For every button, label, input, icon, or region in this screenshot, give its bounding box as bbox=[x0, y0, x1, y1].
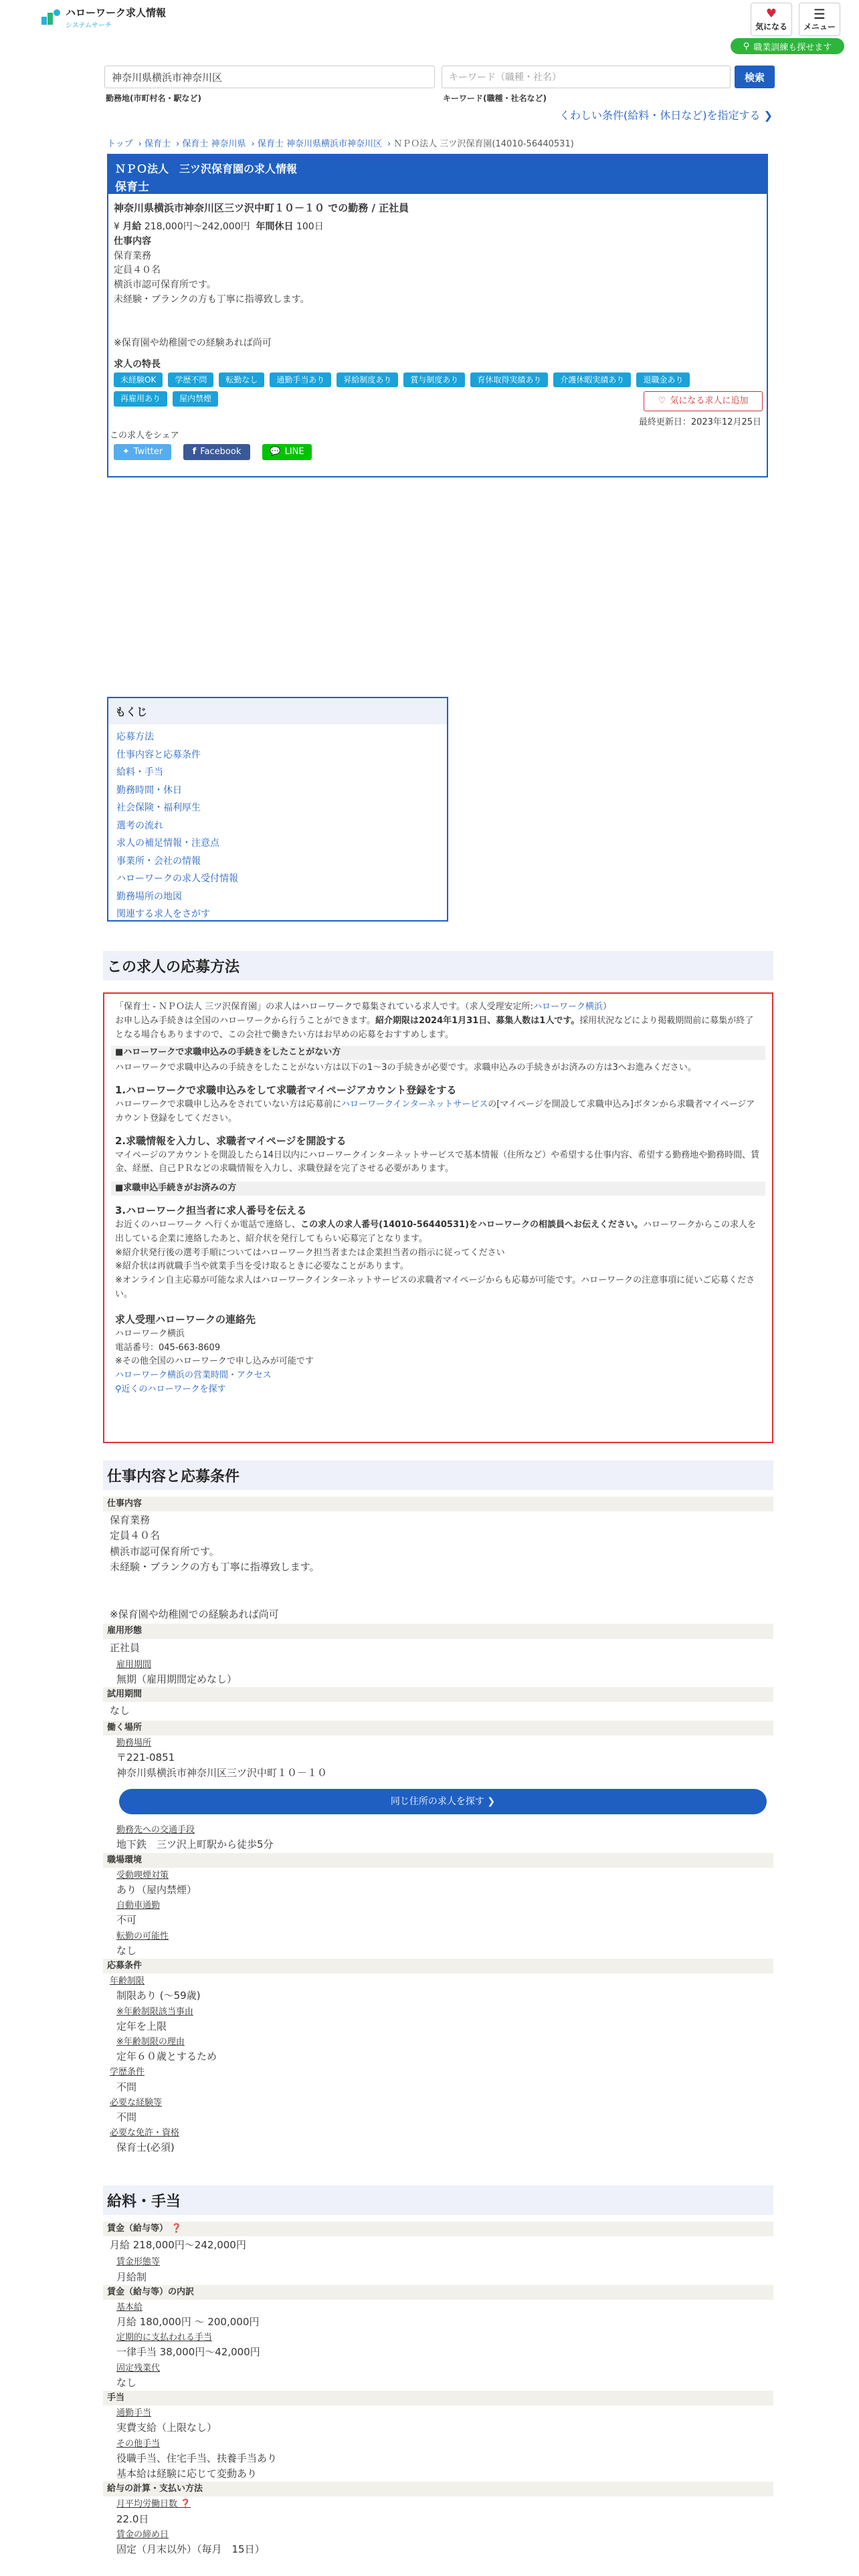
tag: 再雇用あり bbox=[114, 391, 167, 407]
age-why: 定年６０歳とするため bbox=[116, 2050, 217, 2063]
features-label: 求人の特長 bbox=[114, 359, 161, 370]
wage-form-label: 賃金形態等 bbox=[116, 2257, 161, 2268]
twitter-share-button[interactable]: ✦ Twitter bbox=[114, 444, 171, 460]
wage: 月給 218,000円〜242,000円 bbox=[110, 2239, 246, 2252]
employment-period: 無期（雇用期間定めなし） bbox=[116, 1673, 237, 1685]
step-3-title: 3.ハローワーク担当者に求人番号を伝える bbox=[115, 1204, 307, 1216]
chevron-right-icon: ❯ bbox=[487, 1796, 496, 1807]
trial-period: なし bbox=[110, 1705, 130, 1717]
not-registered-text: ハローワークで求職申込みの手続きをしたことがない方は以下の1〜3の手続きが必要です。求職申込みの手続きがお済みの方は3へお進みください。 bbox=[115, 1063, 696, 1073]
toc-item[interactable]: 給料・手当 bbox=[116, 767, 163, 778]
license: 保育士(必須) bbox=[116, 2141, 175, 2154]
pay-details bbox=[103, 2222, 773, 2557]
breakdown-label: 賃金（給与等）の内訳 bbox=[103, 2285, 773, 2300]
toc-item[interactable]: 選考の流れ bbox=[116, 820, 163, 831]
conditions-label: 応募条件 bbox=[103, 1959, 773, 1973]
tag: 通勤手当あり bbox=[270, 372, 331, 388]
apply-intro-1: 「保育士 - ＮＰＯ法人 三ツ沢保育園」の求人はハローワークで募集されている求人です。（求人受理安定所:ハローワーク横浜） bbox=[115, 1002, 611, 1012]
site-header bbox=[0, 0, 859, 60]
detailed-conditions-link[interactable]: くわしい条件(給料・休日など)を指定する ❯ bbox=[559, 109, 773, 122]
base-pay: 月給 180,000円 〜 200,000円 bbox=[116, 2316, 260, 2329]
toc-item[interactable]: 仕事内容と応募条件 bbox=[116, 749, 201, 760]
last-updated: 最終更新日：2023年12月25日 bbox=[638, 417, 761, 427]
toc-item[interactable]: 応募方法 bbox=[116, 732, 154, 742]
breadcrumb-kanagawa-ku[interactable]: 保育士 神奈川県横浜市神奈川区 bbox=[257, 139, 382, 149]
breadcrumb: トップ › 保育士 › 保育士 神奈川県 › 保育士 神奈川県横浜市神奈川区 › ＮＰＯ法人 三ツ沢保育園(14010-56440531) bbox=[107, 139, 574, 149]
job-conditions-title: 仕事内容と応募条件 bbox=[103, 1461, 773, 1490]
calc-label: 給与の計算・支払い方法 bbox=[103, 2482, 773, 2496]
tag: 未経験OK bbox=[114, 372, 163, 388]
job-card-header bbox=[108, 155, 767, 194]
search-icon: ⚲ bbox=[743, 41, 750, 51]
experience: 不問 bbox=[116, 2111, 137, 2123]
registered-heading: ■求職申込手続きがお済みの方 bbox=[111, 1182, 765, 1196]
location-input[interactable]: 神奈川県横浜市神奈川区 bbox=[104, 66, 435, 88]
toc-item[interactable]: 関連する求人をさがす bbox=[116, 909, 210, 920]
tag: 転勤なし bbox=[219, 372, 264, 388]
other-allowance: 役職手当、住宅手当、扶養手当あり bbox=[116, 2452, 278, 2464]
closing-date: 固定（月末以外）（毎月 15日） bbox=[116, 2543, 265, 2555]
table-of-contents bbox=[107, 697, 448, 922]
site-logo[interactable] bbox=[40, 5, 166, 29]
car-commute-label: 自動車通勤 bbox=[116, 1901, 161, 1911]
facebook-share-button[interactable]: f Facebook bbox=[183, 444, 250, 460]
content-label: 仕事内容 bbox=[103, 1497, 773, 1511]
allowance-label: 手当 bbox=[103, 2391, 773, 2405]
toc-title: もくじ bbox=[108, 698, 447, 724]
smoking: あり（屋内禁煙） bbox=[116, 1884, 197, 1897]
breadcrumb-top[interactable]: トップ bbox=[107, 139, 133, 149]
commute-allowance: 実費支給（上限なし） bbox=[116, 2422, 217, 2434]
pay-section-title: 給料・手当 bbox=[103, 2185, 773, 2215]
fixed-allowance: 一律手当 38,000円〜42,000円 bbox=[116, 2346, 260, 2359]
job-address-line: 神奈川県横浜市神奈川区三ツ沢中町１０－１０ での勤務 / 正社員 bbox=[114, 202, 409, 214]
breadcrumb-current: ＮＰＯ法人 三ツ沢保育園(14010-56440531) bbox=[393, 139, 574, 149]
education: 不問 bbox=[116, 2080, 137, 2093]
tag: 退職金あり bbox=[636, 372, 690, 388]
access-label: 勤務先への交通手段 bbox=[116, 1825, 195, 1836]
work-days-label: 月平均労働日数 ❓ bbox=[116, 2499, 191, 2510]
age-reason-label: ※年齢制限該当事由 bbox=[116, 2006, 193, 2017]
age-limit: 制限あり (〜59歳) bbox=[116, 1990, 201, 2002]
workplace-sub-label: 勤務場所 bbox=[116, 1737, 152, 1748]
same-address-search-button[interactable]: 同じ住所の求人を探す ❯ bbox=[119, 1789, 767, 1814]
commute-allowance-label: 通勤手当 bbox=[116, 2408, 152, 2419]
vocational-training-button[interactable] bbox=[731, 38, 844, 54]
job-content: 保育業務 定員４０名 横浜市認可保育所です。 未経験・ブランクの方も丁寧に指導致します。 ※保育園や幼稚園での経験あれば尚可 bbox=[114, 250, 310, 349]
note: ※紹介状は再就職手当や就業手当を受け取るときに必要なことがあります。 bbox=[115, 1261, 409, 1272]
help-icon[interactable]: ❓ bbox=[171, 2224, 182, 2234]
job-summary-card bbox=[107, 154, 768, 477]
share-label: この求人をシェア bbox=[110, 431, 179, 441]
hellowork-link[interactable]: ハローワーク横浜 bbox=[533, 1002, 603, 1012]
note: ※オンライン自主応募が可能な求人はハローワークインターネットサービスの求職者マイページからも応募が可能です。ハローワークの注意事項に従いご応募ください。 bbox=[115, 1275, 755, 1299]
car-commute: 不可 bbox=[116, 1914, 137, 1927]
work-days: 22.0日 bbox=[116, 2512, 149, 2525]
age-why-label: ※年齢制限の理由 bbox=[116, 2036, 185, 2047]
content-label: 仕事内容 bbox=[114, 235, 151, 247]
logo-title: ハローワーク求人情報 bbox=[66, 7, 167, 19]
education-label: 学歴条件 bbox=[110, 2067, 145, 2078]
search-button[interactable]: 検索 bbox=[735, 66, 775, 88]
experience-label: 必要な経験等 bbox=[110, 2097, 163, 2108]
menu-label: メニュー bbox=[803, 21, 836, 31]
hellowork-access-link[interactable]: ハローワーク横浜の営業時間・アクセス bbox=[115, 1370, 272, 1381]
closing-date-label: 賃金の締め日 bbox=[116, 2529, 169, 2540]
other-allowance: 基本給は経験に応じて変動あり bbox=[116, 2468, 258, 2480]
access: 地下鉄 三ツ沢上町駅から徒歩5分 bbox=[116, 1838, 274, 1851]
tag: 育休取得実績あり bbox=[470, 372, 548, 388]
age-limit-label: 年齢制限 bbox=[110, 1976, 145, 1987]
tag: 屋内禁煙 bbox=[173, 391, 218, 407]
contact-note: ※その他全国のハローワークで申し込みが可能です bbox=[115, 1356, 314, 1367]
employment-period-label: 雇用期間 bbox=[116, 1659, 152, 1670]
chevron-right-icon: ❯ bbox=[763, 109, 773, 122]
toc-item[interactable]: 勤務場所の地図 bbox=[116, 891, 182, 902]
wage-form: 月給制 bbox=[116, 2270, 147, 2283]
tag: 賞与制度あり bbox=[403, 372, 465, 388]
logo-subtitle: システムサーチ bbox=[66, 22, 112, 29]
step-1-text: ハローワークで求職申し込みをされていない方は応募前にハローワークインターネットサービスの[マイページを開設して求職申込み]ボタンから求職者マイページアカウント登録をしてください。 bbox=[115, 1099, 755, 1123]
not-registered-heading: ■ハローワークで求職申込みの手続きをしたことがない方 bbox=[111, 1046, 765, 1060]
favorites-label: 気になる bbox=[755, 22, 787, 31]
employment-type: 正社員 bbox=[110, 1641, 140, 1654]
keyword-label: キーワード(職種・社名など) bbox=[443, 94, 547, 103]
environment-label: 職場環境 bbox=[103, 1853, 773, 1868]
add-favorite-button[interactable]: ♡ 気になる求人に追加 bbox=[644, 391, 763, 411]
smoking-label: 受動喫煙対策 bbox=[116, 1870, 169, 1881]
tag: 学歴不問 bbox=[168, 372, 213, 388]
breadcrumb-kanagawa[interactable]: 保育士 神奈川県 bbox=[182, 139, 246, 149]
toc-item[interactable]: ハローワークの求人受付情報 bbox=[116, 873, 238, 884]
transfer: なし bbox=[116, 1944, 137, 1957]
license-label: 必要な免許・資格 bbox=[110, 2128, 180, 2139]
line-icon: 💬 bbox=[270, 447, 281, 457]
vocational-training-label: 職業訓練も探せます bbox=[753, 42, 832, 53]
trial-period-label: 試用期間 bbox=[103, 1687, 773, 1702]
zip-code: 〒221-0851 bbox=[116, 1751, 175, 1763]
transfer-label: 転勤の可能性 bbox=[116, 1931, 169, 1941]
step-2-title: 2.求職情報を入力し、求職者マイページを開設する bbox=[115, 1134, 347, 1147]
apply-intro-2: お申し込み手続きは全国のハローワークから行うことができます。紹介期限は2024年1月31日、募集人数は1人です。採用状況などにより掲載期間前に募集が終了となる場合もありますので、この会社で働きたい方はお早めの応募をおすすめします。 bbox=[115, 1015, 754, 1040]
fixed-overtime-label: 固定残業代 bbox=[116, 2363, 161, 2373]
tag: 介護休暇実績あり bbox=[553, 372, 631, 388]
favorites-button[interactable] bbox=[751, 3, 792, 36]
line-share-button[interactable]: 💬 LINE bbox=[262, 444, 312, 460]
age-reason: 定年を上限 bbox=[116, 2020, 167, 2032]
contact-name: ハローワーク横浜 bbox=[115, 1328, 185, 1339]
toc-item[interactable]: 事業所・会社の情報 bbox=[116, 855, 201, 867]
company-name: ＮＰＯ法人 三ツ沢保育園の求人情報 bbox=[115, 163, 298, 175]
hamburger-icon: ☰ bbox=[814, 5, 826, 22]
step-2-text: マイページのアカウントを開設したら14日以内にハローワークインターネットサービスで基本情報（住所など）や希望する仕事内容、希望する勤務地や勤務時間、賃金、経歴、自己ＰＲなどの求職情報を入力し、求職登録を完了させる必要があります。 bbox=[115, 1150, 760, 1174]
heart-icon: ♥ bbox=[765, 7, 777, 21]
tag: 昇給制度あり bbox=[337, 372, 398, 388]
workplace-address: 神奈川県横浜市神奈川区三ツ沢中町１０－１０ bbox=[116, 1767, 328, 1780]
job-conditions bbox=[103, 1497, 773, 2156]
employment-type-label: 雇用形態 bbox=[103, 1624, 773, 1638]
note: ※紹介状発行後の選考手順についてはハローワーク担当者または企業担当者の指示に従ってください bbox=[115, 1247, 505, 1258]
other-allowance-label: その他手当 bbox=[116, 2438, 161, 2449]
job-title: 保育士 bbox=[115, 181, 149, 194]
toc-item[interactable]: 求人の補足情報・注意点 bbox=[116, 838, 219, 849]
apply-section-title: この求人の応募方法 bbox=[103, 951, 773, 980]
toc-item[interactable]: 勤務時間・休日 bbox=[116, 784, 182, 796]
breadcrumb-hoikushi[interactable]: 保育士 bbox=[144, 139, 171, 149]
apply-instructions bbox=[103, 992, 773, 1443]
contact-tel: 電話番号：045-663-8609 bbox=[115, 1342, 221, 1353]
workplace-label: 働く場所 bbox=[103, 1721, 773, 1735]
find-hellowork-link[interactable]: ⚲近くのハローワークを探す bbox=[115, 1384, 226, 1394]
wage-label: 賃金（給与等） ❓ bbox=[103, 2222, 773, 2236]
twitter-icon: ✦ bbox=[122, 447, 130, 457]
feature-tags bbox=[114, 372, 716, 407]
keyword-input[interactable]: キーワード（職種・社名） bbox=[442, 66, 731, 88]
menu-button[interactable] bbox=[799, 3, 840, 36]
search-icon: ⚲ bbox=[115, 1384, 122, 1394]
step-3-text: お近くのハローワーク へ行くか電話で連絡し、この求人の求人番号(14010-56440531)をハローワークの相談員へお伝えください。ハローワークからこの求人を出している企業に連絡したあと、紹介状を発行してもらい応募完了となります。 bbox=[115, 1219, 757, 1244]
toc-item[interactable]: 社会保険・福利厚生 bbox=[116, 802, 201, 813]
heart-outline-icon: ♡ bbox=[658, 395, 666, 406]
fixed-overtime: なし bbox=[116, 2376, 137, 2389]
internet-service-link[interactable]: ハローワークインターネットサービス bbox=[341, 1099, 488, 1109]
location-label: 勤務地(市町村名・駅など) bbox=[106, 94, 201, 103]
step-1-title: 1.ハローワークで求職申込みをして求職者マイページアカウント登録をする bbox=[115, 1083, 457, 1096]
wage-line: ¥ 月給 218,000円〜242,000円 年間休日 100日 bbox=[114, 221, 324, 233]
job-content: 保育業務 定員４０名 横浜市認可保育所です。 未経験・ブランクの方も丁寧に指導致します。 ※保育園や幼稚園での経験あれば尚可 bbox=[110, 1514, 320, 1621]
yen-icon: ¥ bbox=[114, 221, 120, 233]
fixed-allowance-label: 定期的に支払われる手当 bbox=[116, 2333, 213, 2343]
logo-mark-icon bbox=[40, 7, 62, 27]
facebook-icon: f bbox=[192, 447, 197, 457]
contact-title: 求人受理ハローワークの連絡先 bbox=[115, 1313, 256, 1325]
base-pay-label: 基本給 bbox=[116, 2302, 143, 2313]
help-icon[interactable]: ❓ bbox=[180, 2499, 191, 2510]
